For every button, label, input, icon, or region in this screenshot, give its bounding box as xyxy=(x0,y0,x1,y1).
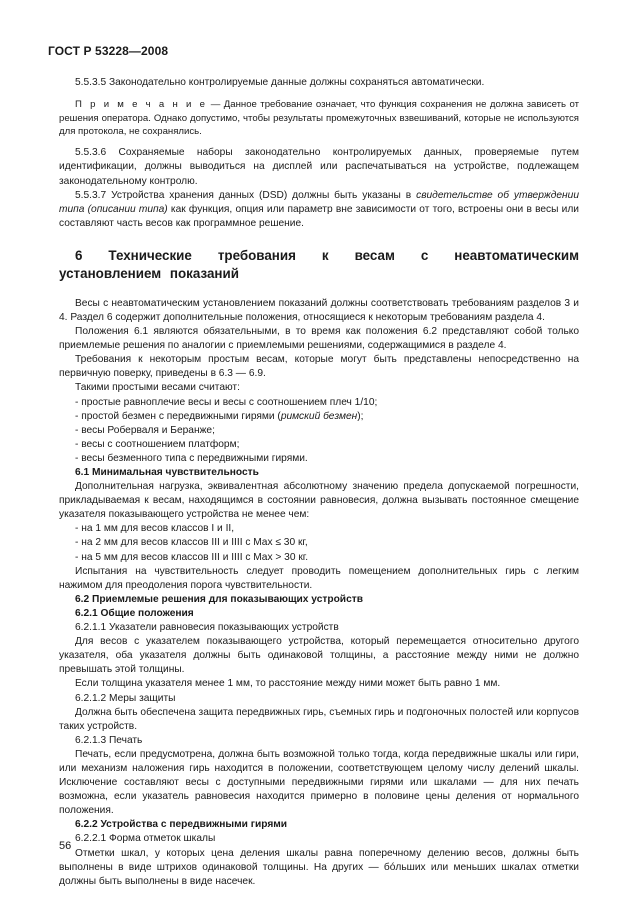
document-header: ГОСТ Р 53228—2008 xyxy=(48,44,169,58)
list-item: - на 1 мм для весов классов I и II, xyxy=(75,523,235,535)
page-content xyxy=(59,76,579,889)
paragraph-printing: Печать, если предусмотрена, должна быть возможной только тогда, когда передвижные шкалы или гири, или механизм наложения гирь находится в положении, соответствующем целому числу делений шкалы. Исключение составляют весы с доступными передвижными гирями или шкалами — для них печать возможна, если указатель равновесия находится примерно в половине цены деления от нормального положения. xyxy=(59,748,579,817)
paragraph-6-1-6-2: Положения 6.1 являются обязательными, в то время как положения 6.2 представляют собой только приемлемые решения по аналогии с приемлемыми решениями, содержащимися в разделе 4. xyxy=(59,326,579,352)
paragraph-sensitivity: Дополнительная нагрузка, эквивалентная абсолютному значению предела допускаемой погрешности, прикладываемая к весам, находящимся в состоянии равновесия, должна вызывать постоянное смещение указателя показывающего устройства не менее чем: xyxy=(59,481,579,521)
paragraph-thickness: Если толщина указателя менее 1 мм, то расстояние между ними может быть равно 1 мм. xyxy=(75,678,501,690)
section-6-title: 6 Технические требования к весам с неавтоматическим установлением показаний xyxy=(59,247,579,281)
paragraph-5-5-3-5: 5.5.3.5 Законодательно контролируемые данные должны сохраняться автоматически. xyxy=(75,77,485,88)
simple-scales-list xyxy=(59,396,579,466)
p3-italic: свидетельстве об утверждении типа (описании типа) xyxy=(59,189,579,215)
paragraph-sensitivity-tests: Испытания на чувствительность следует проводить помещением дополнительных гирь с легким нажимом для преодоления порога чувствительности. xyxy=(59,565,579,591)
paragraph-indicators: Для весов с указателем показывающего устройства, который перемещается относительно другого указателя, оба указателя должны быть одинаковой толщины, а расстояние между ними не должно превышать этой толщины. xyxy=(59,636,579,676)
paragraph-such-scales: Такими простыми весами считают: xyxy=(75,382,240,394)
list-item: - весы безменного типа с передвижными гирями. xyxy=(75,452,308,464)
note-text: — Данное требование означает, что функция сохранения не должна зависеть от решения оператора. Однако допустимо, чтобы результаты промежуточных взвешиваний, которые не используются для протокола, не сохранялись. xyxy=(59,99,580,137)
paragraph-scale-marks: Отметки шкал, у которых цена деления шкалы равна поперечному делению весов, должны быть выполнены в виде штрихов одинаковой толщины. На других — бóльших или меньших шкалах отметки должны быть выполнены в виде насечек. xyxy=(59,847,579,887)
heading-6-2-2: 6.2.2 Устройства с передвижными гирями xyxy=(75,819,288,831)
sensitivity-list xyxy=(59,522,579,564)
note-label: П р и м е ч а н и е xyxy=(75,99,208,111)
heading-6-2-2-1: 6.2.2.1 Форма отметок шкалы xyxy=(75,833,216,845)
paragraph-5-5-3-6: 5.5.3.6 Сохраняемые наборы законодательно контролируемых данных, проверяемые путем идентификации, должны выводиться на дисплей или распечатываться на устройстве, подлежащем законодательному контролю. xyxy=(59,147,579,187)
paragraph-5-5-3-7 xyxy=(59,189,579,231)
heading-6-2-1-2: 6.2.1.2 Меры защиты xyxy=(75,692,176,704)
list-item: - на 2 мм для весов классов III и IIII с Max ≤ 30 кг, xyxy=(75,537,308,549)
heading-6-1: 6.1 Минимальная чувствительность xyxy=(75,467,259,478)
page-number: 56 xyxy=(59,840,72,852)
list-item: - простой безмен с передвижными гирями (римский безмен); xyxy=(75,410,364,422)
paragraph-protection: Должна быть обеспечена защита передвижных гирь, съемных гирь и подгоночных полостей или корпусов таких устройств. xyxy=(59,706,579,732)
heading-6-2-1-3: 6.2.1.3 Печать xyxy=(75,734,143,746)
paragraph-simple-scales: Требования к некоторым простым весам, которые могут быть представлены непосредственно на первичную поверку, приведены в 6.3 — 6.9. xyxy=(59,354,579,380)
heading-6-2-1: 6.2.1 Общие положения xyxy=(75,607,194,619)
p3-part1: 5.5.3.7 Устройства хранения данных (DSD) должны быть указаны в xyxy=(75,189,417,201)
heading-6-2-1-1: 6.2.1.1 Указатели равновесия показывающих устройств xyxy=(75,622,339,634)
paragraph-section6-intro: Весы с неавтоматическим установлением показаний должны соответствовать требованиям разделов 3 и 4. Раздел 6 содержит дополнительные положения, относящиеся к некоторым требованиям раздела 4. xyxy=(59,297,579,323)
heading-6-2: 6.2 Приемлемые решения для показывающих устройств xyxy=(75,593,363,605)
list-item: - весы с соотношением платформ; xyxy=(75,438,240,450)
list-item: - простые равноплечие весы и весы с соотношением плеч 1/10; xyxy=(75,396,378,408)
list-item: - весы Роберваля и Беранже; xyxy=(75,424,215,436)
list-item: - на 5 мм для весов классов III и IIII с Max > 30 кг. xyxy=(75,551,309,563)
note-paragraph xyxy=(59,98,579,138)
p3-part2: как функция, опция или параметр вне зависимости от того, встроены они в весы или составляют часть весов как программное решение. xyxy=(59,203,579,229)
